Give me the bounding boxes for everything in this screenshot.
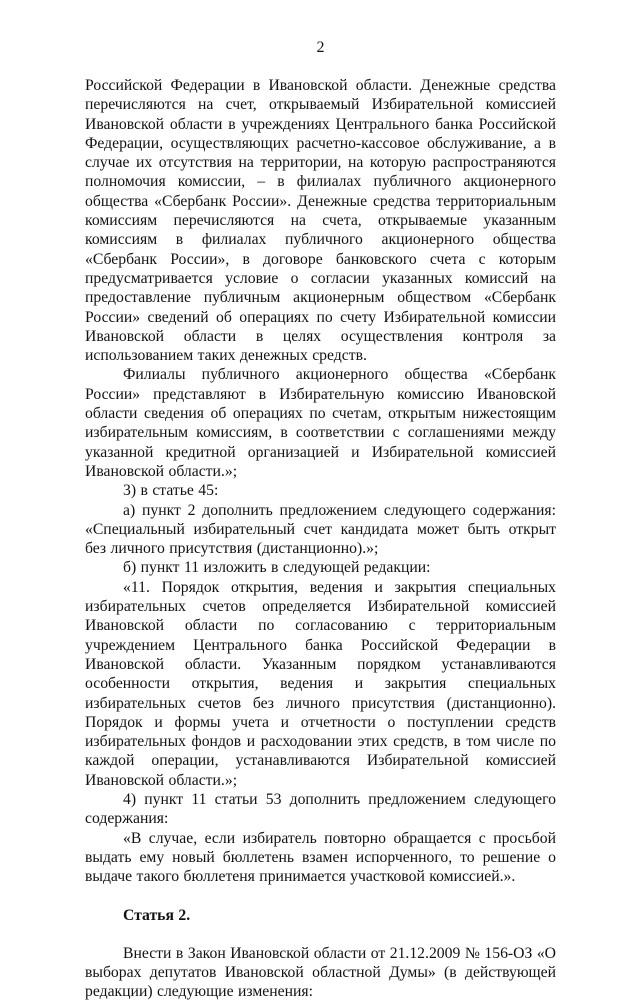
body-paragraph-quote-ballot: «В случае, если избиратель повторно обращается с просьбой выдать ему новый бюллетень взамен испорченного, то решение о выдаче такого бюллетеня принимается участковой комиссией.».	[85, 829, 556, 886]
body-paragraph-item-3: 3) в статье 45:	[123, 482, 219, 500]
body-paragraph: Филиалы публичного акционерного общества «Сбербанк России» представляют в Избирательную комиссию Ивановской области сведения об операциях по счетам, открытым нижестоящим избирательным комиссиям, в соответствии с соглашениями между указанной кредитной организацией и Избирательной комиссией Ивановской области.»;	[85, 366, 556, 480]
body-paragraph-quote-11: «11. Порядок открытия, ведения и закрытия специальных избирательных счетов определяется Избирательной комиссией Ивановской области по согласованию с территориальным учреждением Центрального банка Российской Федерации в Ивановской области. Указанным порядком устанавливаются особенности открытия, ведения и закрытия специальных избирательных счетов без личного присутствия (дистанционно). Порядок и формы учета и отчетности о поступлении средств избирательных фондов и расходовании этих средств, в том числе по каждой операции, устанавливаются Избирательной комиссией Ивановской области.»;	[85, 578, 556, 789]
body-paragraph: Российской Федерации в Ивановской области. Денежные средства перечисляются на счет, открываемый Избирательной комиссией Ивановской области в учреждениях Центрального банка Российской Федерации, осуществляющих расчетно-кассовое обслуживание, а в случае их отсутствия на территории, на которую распространяются полномочия комиссии, – в филиалах публичного акционерного общества «Сбербанк России». Денежные средства территориальным комиссиям перечисляются на счета, открываемые указанным комиссиям в филиалах публичного акционерного общества «Сбербанк России», в договоре банковского счета с которым предусматривается условие о согласии указанных комиссий на предоставление публичным акционерным обществом «Сбербанк России» сведений об операциях по счету Избирательной комиссии Ивановской области в целях осуществления контроля за использованием таких денежных средств.	[85, 77, 556, 365]
body-paragraph-subitem-a: а) пункт 2 дополнить предложением следующего содержания: «Специальный избирательный счет кандидата может быть открыт без личного присутствия (дистанционно).»;	[85, 501, 556, 558]
body-paragraph-article2-intro: Внести в Закон Ивановской области от 21.12.2009 № 156-ОЗ «О выборах депутатов Ивановской областной Думы» (в действующей редакции) следующие изменения:	[85, 944, 556, 1001]
body-paragraph-subitem-b: б) пункт 11 изложить в следующей редакции:	[123, 559, 431, 577]
body-paragraph-item-4: 4) пункт 11 статьи 53 дополнить предложением следующего содержания:	[85, 790, 556, 828]
page-number: 2	[316, 39, 325, 56]
page-content	[85, 38, 556, 1002]
article-2-heading: Статья 2.	[123, 907, 191, 925]
